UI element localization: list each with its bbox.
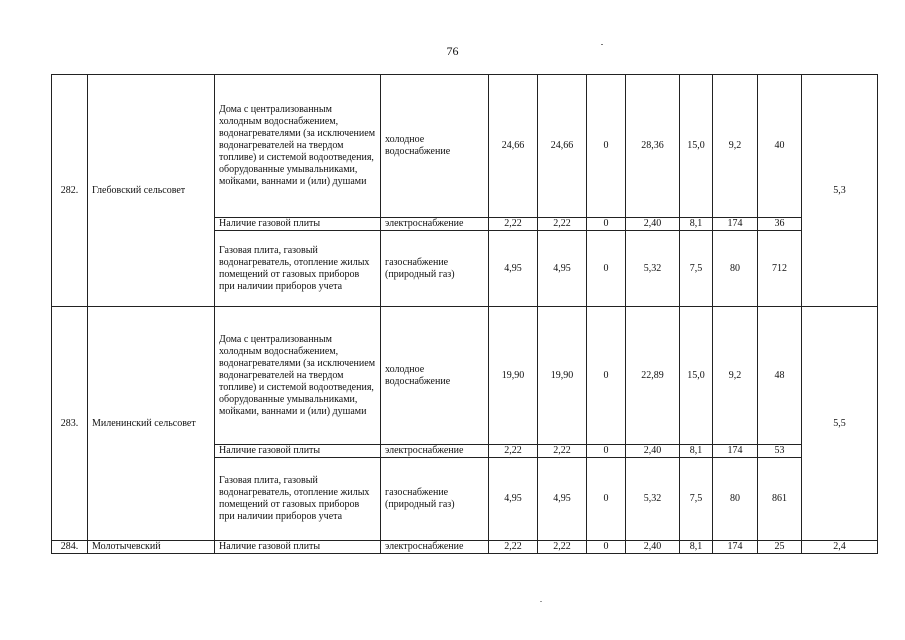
utility-service: холодное водоснабжение	[381, 75, 489, 218]
value-cell: 7,5	[680, 231, 713, 307]
value-cell: 4,95	[538, 458, 587, 541]
housing-description: Газовая плита, газовый водонагреватель, отопление жилых помещений от газовых приборов при наличии приборов учета	[215, 458, 381, 541]
utility-service: электроснабжение	[381, 541, 489, 554]
value-cell: 2,22	[538, 218, 587, 231]
value-cell: 15,0	[680, 307, 713, 445]
value-cell: 5,32	[626, 458, 680, 541]
value-cell: 174	[713, 218, 758, 231]
value-cell: 2,22	[538, 541, 587, 554]
value-cell: 0	[587, 458, 626, 541]
value-cell: 7,5	[680, 458, 713, 541]
value-cell: 2,22	[489, 445, 538, 458]
page-number: 76	[446, 44, 459, 58]
value-cell: 0	[587, 75, 626, 218]
value-cell: 40	[758, 75, 802, 218]
housing-description: Газовая плита, газовый водонагреватель, отопление жилых помещений от газовых приборов при наличии приборов учета	[215, 231, 381, 307]
housing-description: Наличие газовой плиты	[215, 445, 381, 458]
value-cell: 19,90	[489, 307, 538, 445]
value-cell: 2,22	[489, 541, 538, 554]
value-cell: 53	[758, 445, 802, 458]
scan-speck	[601, 44, 603, 45]
value-cell: 24,66	[489, 75, 538, 218]
value-cell: 15,0	[680, 75, 713, 218]
value-cell: 712	[758, 231, 802, 307]
settlement-name: Глебовский сельсовет	[88, 75, 215, 307]
value-cell: 2,40	[626, 445, 680, 458]
value-cell: 24,66	[538, 75, 587, 218]
value-cell: 36	[758, 218, 802, 231]
value-cell: 22,89	[626, 307, 680, 445]
value-cell: 2,22	[489, 218, 538, 231]
housing-description: Наличие газовой плиты	[215, 541, 381, 554]
value-cell: 4,95	[489, 231, 538, 307]
utility-service: электроснабжение	[381, 445, 489, 458]
value-cell: 9,2	[713, 75, 758, 218]
value-cell: 19,90	[538, 307, 587, 445]
final-value: 5,5	[802, 307, 878, 541]
value-cell: 80	[713, 231, 758, 307]
utility-service: газоснабжение (природный газ)	[381, 231, 489, 307]
value-cell: 0	[587, 307, 626, 445]
value-cell: 174	[713, 445, 758, 458]
value-cell: 25	[758, 541, 802, 554]
row-index: 284.	[52, 541, 88, 554]
row-index: 283.	[52, 307, 88, 541]
value-cell: 4,95	[489, 458, 538, 541]
value-cell: 861	[758, 458, 802, 541]
row-index: 282.	[52, 75, 88, 307]
value-cell: 8,1	[680, 541, 713, 554]
value-cell: 0	[587, 218, 626, 231]
tariff-table	[51, 74, 878, 554]
value-cell: 2,22	[538, 445, 587, 458]
value-cell: 2,40	[626, 541, 680, 554]
table-row	[52, 541, 878, 554]
value-cell: 174	[713, 541, 758, 554]
value-cell: 4,95	[538, 231, 587, 307]
settlement-name: Миленинский сельсовет	[88, 307, 215, 541]
table-row	[52, 75, 878, 218]
utility-service: электроснабжение	[381, 218, 489, 231]
housing-description: Дома с централизованным холодным водоснабжением, водонагревателями (за исключением водонагревателей на твердом топливе) и системой водоотведения, оборудованные умывальниками, мойками, ваннами и (или) душами	[215, 307, 381, 445]
value-cell: 0	[587, 541, 626, 554]
value-cell: 0	[587, 445, 626, 458]
final-value: 2,4	[802, 541, 878, 554]
value-cell: 9,2	[713, 307, 758, 445]
value-cell: 48	[758, 307, 802, 445]
value-cell: 8,1	[680, 445, 713, 458]
utility-service: холодное водоснабжение	[381, 307, 489, 445]
final-value: 5,3	[802, 75, 878, 307]
value-cell: 2,40	[626, 218, 680, 231]
value-cell: 0	[587, 231, 626, 307]
value-cell: 28,36	[626, 75, 680, 218]
utility-service: газоснабжение (природный газ)	[381, 458, 489, 541]
value-cell: 5,32	[626, 231, 680, 307]
scan-speck	[540, 601, 542, 602]
settlement-name: Молотычевский	[88, 541, 215, 554]
housing-description: Дома с централизованным холодным водоснабжением, водонагревателями (за исключением водонагревателей на твердом топливе) и системой водоотведения, оборудованные умывальниками, мойками, ваннами и (или) душами	[215, 75, 381, 218]
table-row	[52, 307, 878, 445]
value-cell: 80	[713, 458, 758, 541]
value-cell: 8,1	[680, 218, 713, 231]
housing-description: Наличие газовой плиты	[215, 218, 381, 231]
